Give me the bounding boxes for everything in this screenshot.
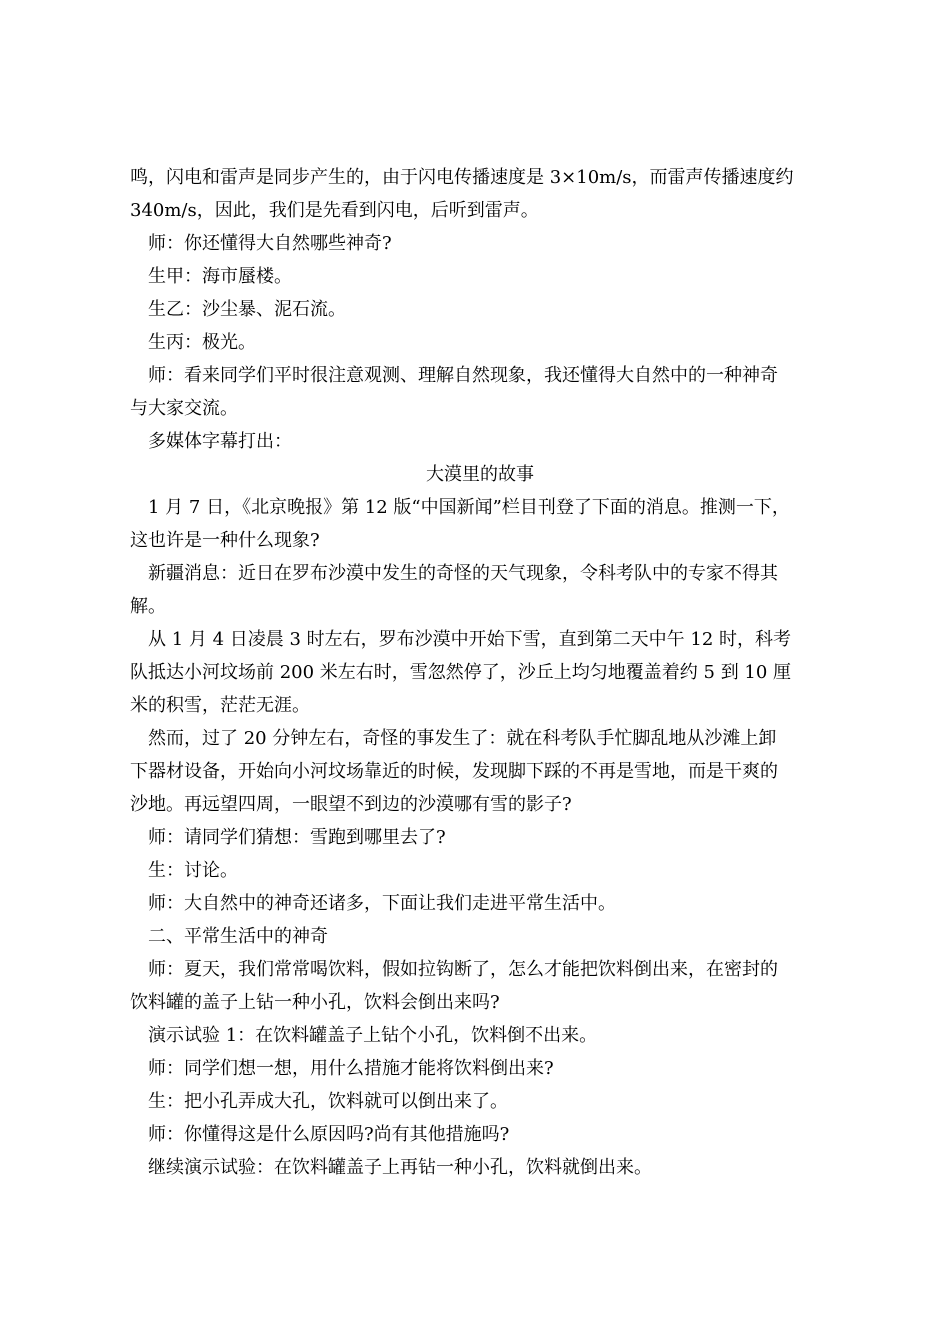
section-heading: 二、平常生活中的神奇 xyxy=(148,926,328,947)
document-body xyxy=(130,161,830,1184)
paragraph-teacher-reason: 师：你懂得这是什么原因吗?尚有其他措施吗? xyxy=(148,1124,510,1145)
text-line: 从 1 月 4 日凌晨 3 时左右，罗布沙漠中开始下雪，直到第二天中午 12 时，科考 xyxy=(148,629,792,650)
text-line: 师：看来同学们平时很注意观测、理解自然现象，我还懂得大自然中的一种神奇 xyxy=(148,365,778,386)
paragraph-multimedia: 多媒体字幕打出： xyxy=(148,431,292,452)
text-line: 师：夏天，我们常常喝饮料，假如拉钩断了，怎么才能把饮料倒出来，在密封的 xyxy=(148,959,778,980)
paragraph-snowfall xyxy=(130,623,810,722)
paragraph-student-discuss: 生：讨论。 xyxy=(148,860,238,881)
paragraph-student-a: 生甲：海市蜃楼。 xyxy=(148,266,292,287)
paragraph-teacher-question: 师：你还懂得大自然哪些神奇? xyxy=(148,233,392,254)
paragraph-experiment-1: 演示试验 1：在饮料罐盖子上钻个小孔，饮料倒不出来。 xyxy=(148,1025,598,1046)
paragraph-teacher-guess: 师：请同学们猜想：雪跑到哪里去了? xyxy=(148,827,446,848)
text-line: 与大家交流。 xyxy=(130,398,238,419)
paragraph-xinjiang-news xyxy=(130,557,830,623)
paragraph-teacher-observation xyxy=(130,359,830,425)
text-line: 1 月 7 日，《北京晚报》第 12 版“中国新闻”栏目刊登了下面的消息。推测一下， xyxy=(148,497,790,518)
paragraph-teacher-drink xyxy=(130,953,830,1019)
text-line: 饮料罐的盖子上钻一种小孔，饮料会倒出来吗? xyxy=(130,992,500,1013)
text-line: 队抵达小河坟场前 200 米左右时，雪忽然停了，沙丘上均匀地覆盖着约 5 到 10 厘 xyxy=(130,662,792,683)
text-line: 这也许是一种什么现象? xyxy=(130,530,320,551)
text-line: 米的积雪，茫茫无涯。 xyxy=(130,695,310,716)
story-title: 大漠里的故事 xyxy=(426,464,534,485)
text-line: 沙地。再远望四周，一眼望不到边的沙漠哪有雪的影子? xyxy=(130,794,572,815)
paragraph-student-b: 生乙：沙尘暴、泥石流。 xyxy=(148,299,346,320)
text-line: 新疆消息：近日在罗布沙漠中发生的奇怪的天气现象，令科考队中的专家不得其 xyxy=(148,563,778,584)
text-line: 解。 xyxy=(130,596,166,617)
text-line: 下器材设备，开始向小河坟场靠近的时候，发现脚下踩的不再是雪地，而是干爽的 xyxy=(130,761,778,782)
paragraph-snow-vanished xyxy=(130,722,830,821)
paragraph-student-c: 生丙：极光。 xyxy=(148,332,256,353)
text-line: 然而，过了 20 分钟左右，奇怪的事发生了：就在科考队手忙脚乱地从沙滩上卸 xyxy=(148,728,777,749)
paragraph-student-answer: 生：把小孔弄成大孔，饮料就可以倒出来了。 xyxy=(148,1091,508,1112)
paragraph-teacher-think: 师：同学们想一想，用什么措施才能将饮料倒出来? xyxy=(148,1058,554,1079)
text-line: 鸣，闪电和雷声是同步产生的，由于闪电传播速度是 3×10m/s，而雷声传播速度约 xyxy=(130,167,794,188)
paragraph-lightning-thunder xyxy=(130,161,830,227)
paragraph-teacher-transition: 师：大自然中的神奇还诸多，下面让我们走进平常生活中。 xyxy=(148,893,616,914)
paragraph-experiment-continue: 继续演示试验：在饮料罐盖子上再钻一种小孔，饮料就倒出来。 xyxy=(148,1157,652,1178)
paragraph-news-intro xyxy=(130,491,830,557)
text-line: 340m/s，因此，我们是先看到闪电，后听到雷声。 xyxy=(130,200,539,221)
